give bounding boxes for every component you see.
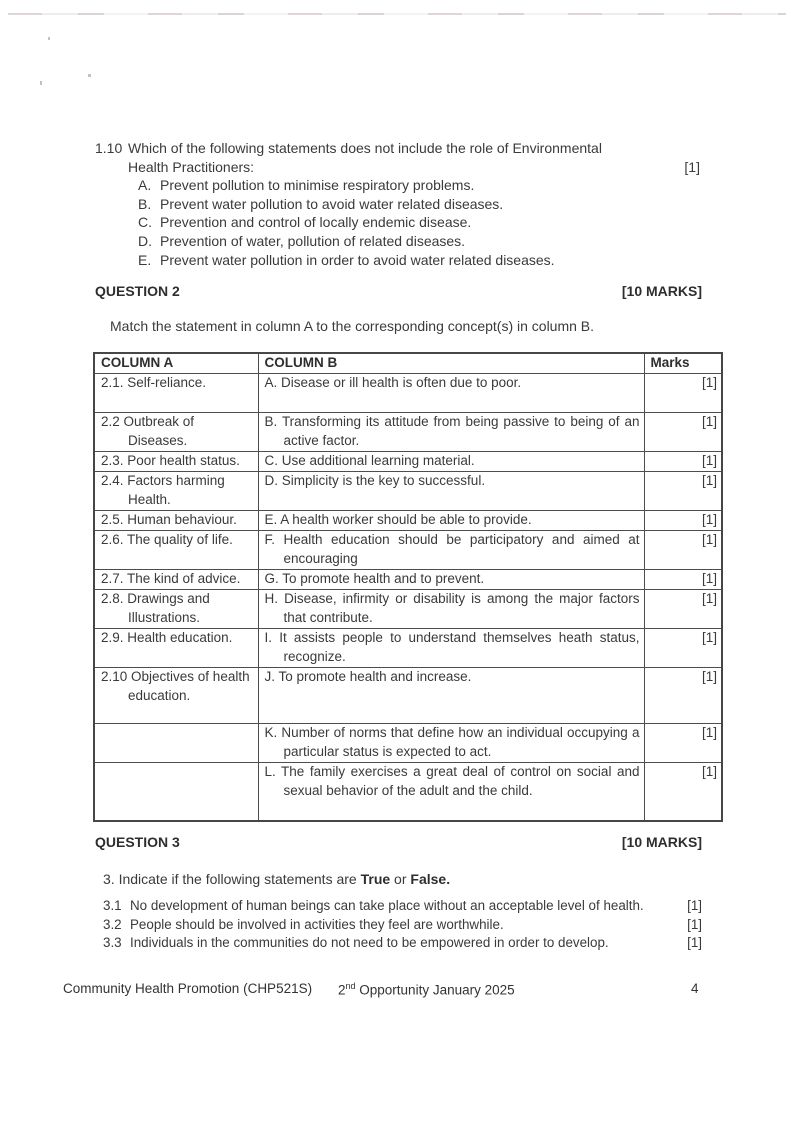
marks-cell: [1] (644, 511, 722, 531)
question-1-10-stem (95, 139, 702, 176)
scan-speck (88, 74, 91, 77)
statement-3-3 (103, 934, 702, 953)
option-d (138, 232, 702, 251)
marks-cell: [1] (644, 374, 722, 413)
column-a-cell: 2.9. Health education. (94, 629, 258, 668)
column-a-cell (94, 724, 258, 763)
question-2-instruction: Match the statement in column A to the corresponding concept(s) in column B. (110, 318, 595, 334)
column-a-cell: 2.1. Self-reliance. (94, 374, 258, 413)
instruction-text: 3. Indicate if the following statements are (103, 871, 361, 887)
table-header-row (94, 353, 722, 374)
column-b-cell: B. Transforming its attitude from being passive to being of an active factor. (258, 413, 644, 452)
heading-marks: [10 MARKS] (621, 283, 702, 299)
option-text: Prevent water pollution in order to avoid water related diseases. (160, 251, 555, 268)
question-3-heading (95, 834, 702, 850)
statement-text: No development of human beings can take place without an acceptable level of health. (130, 898, 644, 913)
option-c (138, 213, 702, 232)
true-label: True (360, 871, 391, 887)
table-row (94, 629, 722, 668)
footer-opportunity-text: Opportunity January 2025 (355, 982, 515, 998)
marks-cell: [1] (644, 413, 722, 452)
option-letter: A. (138, 177, 152, 194)
column-a-cell: 2.7. The kind of advice. (94, 570, 258, 590)
column-b-cell: K. Number of norms that define how an individual occupying a particular status is expected to act. (258, 724, 644, 763)
column-b-cell: A. Disease or ill health is often due to poor. (258, 374, 644, 413)
table-row (94, 668, 722, 724)
option-a (138, 176, 702, 195)
option-letter: D. (138, 232, 152, 249)
statement-3-2 (103, 916, 702, 935)
options-list (138, 176, 702, 269)
option-text: Prevent pollution to minimise respiratory problems. (160, 177, 475, 194)
marks-cell: [1] (644, 724, 722, 763)
question-number: 1.10 (95, 140, 123, 156)
scan-speck (48, 37, 50, 40)
column-a-cell: 2.3. Poor health status. (94, 452, 258, 472)
marks-cell: [1] (644, 590, 722, 629)
marks-cell: [1] (644, 763, 722, 822)
scan-artifact-line (8, 13, 786, 15)
column-a-cell: 2.5. Human behaviour. (94, 511, 258, 531)
table-row (94, 472, 722, 511)
question-marks: [1] (684, 158, 700, 175)
question-2-heading (95, 283, 702, 299)
question-text-line1: Which of the following statements does not include the role of Environmental (128, 140, 602, 156)
column-b-cell: J. To promote health and increase. (258, 668, 644, 724)
marks-cell: [1] (644, 629, 722, 668)
column-b-cell: F. Health education should be participatory and aimed at encouraging (258, 531, 644, 570)
option-e (138, 251, 702, 270)
column-b-cell: G. To promote health and to prevent. (258, 570, 644, 590)
option-letter: B. (138, 195, 152, 212)
heading-marks: [10 MARKS] (621, 834, 702, 850)
statement-number: 3.2 (103, 916, 122, 932)
statement-marks: [1] (687, 935, 702, 951)
table-row (94, 531, 722, 570)
table-row (94, 590, 722, 629)
table-row (94, 724, 722, 763)
heading-title: QUESTION 3 (95, 834, 180, 850)
table-row (94, 763, 722, 822)
question-text-line2: Health Practitioners: (128, 158, 255, 175)
table-row (94, 413, 722, 452)
option-letter: C. (138, 214, 152, 231)
statement-3-1 (103, 897, 702, 916)
marks-cell: [1] (644, 531, 722, 570)
column-a-cell (94, 763, 258, 822)
table-row (94, 511, 722, 531)
page-number: 4 (691, 981, 699, 996)
column-a-cell: 2.10 Objectives of health education. (94, 668, 258, 724)
marks-cell: [1] (644, 452, 722, 472)
column-a-cell: 2.6. The quality of life. (94, 531, 258, 570)
statement-text: Individuals in the communities do not need to be empowered in order to develop. (130, 935, 609, 951)
table-row (94, 374, 722, 413)
question-3-instruction (103, 871, 450, 887)
question-text (128, 139, 702, 176)
marks-header: Marks (644, 353, 722, 374)
footer-opportunity (338, 981, 515, 998)
column-b-cell: L. The family exercises a great deal of control on social and sexual behavior of the adult and the child. (258, 763, 644, 822)
statement-number: 3.1 (103, 898, 122, 913)
column-a-cell: 2.4. Factors harming Health. (94, 472, 258, 511)
column-a-header: COLUMN A (94, 353, 258, 374)
table-row (94, 452, 722, 472)
statement-marks: [1] (687, 898, 702, 913)
column-b-header: COLUMN B (258, 353, 644, 374)
column-a-cell: 2.8. Drawings and Illustrations. (94, 590, 258, 629)
statement-text: People should be involved in activities they feel are worthwhile. (130, 916, 504, 932)
question-3-items (103, 897, 702, 953)
matching-table (93, 352, 723, 822)
column-a-cell: 2.2 Outbreak of Diseases. (94, 413, 258, 452)
scan-speck (40, 81, 42, 85)
column-b-cell: I. It assists people to understand themselves heath status, recognize. (258, 629, 644, 668)
false-label: False. (410, 871, 451, 887)
option-b (138, 195, 702, 214)
statement-marks: [1] (687, 916, 702, 932)
option-text: Prevent water pollution to avoid water related diseases. (160, 195, 504, 212)
heading-title: QUESTION 2 (95, 283, 180, 299)
marks-cell: [1] (644, 472, 722, 511)
column-b-cell: C. Use additional learning material. (258, 452, 644, 472)
column-b-cell: D. Simplicity is the key to successful. (258, 472, 644, 511)
column-b-cell: E. A health worker should be able to provide. (258, 511, 644, 531)
footer-opportunity-ordinal: nd (345, 981, 356, 991)
column-b-cell: H. Disease, infirmity or disability is among the major factors that contribute. (258, 590, 644, 629)
option-letter: E. (138, 251, 152, 268)
question-1-10 (95, 139, 702, 269)
marks-cell: [1] (644, 668, 722, 724)
option-text: Prevention of water, pollution of related diseases. (160, 232, 466, 249)
marks-cell: [1] (644, 570, 722, 590)
option-text: Prevention and control of locally endemic disease. (160, 214, 472, 231)
table-row (94, 570, 722, 590)
instruction-text: or (390, 871, 411, 887)
footer-opportunity-number: 2 (338, 982, 346, 998)
statement-number: 3.3 (103, 935, 122, 951)
question-text-line2-row (128, 158, 702, 177)
footer-course-title: Community Health Promotion (CHP521S) (63, 981, 313, 996)
